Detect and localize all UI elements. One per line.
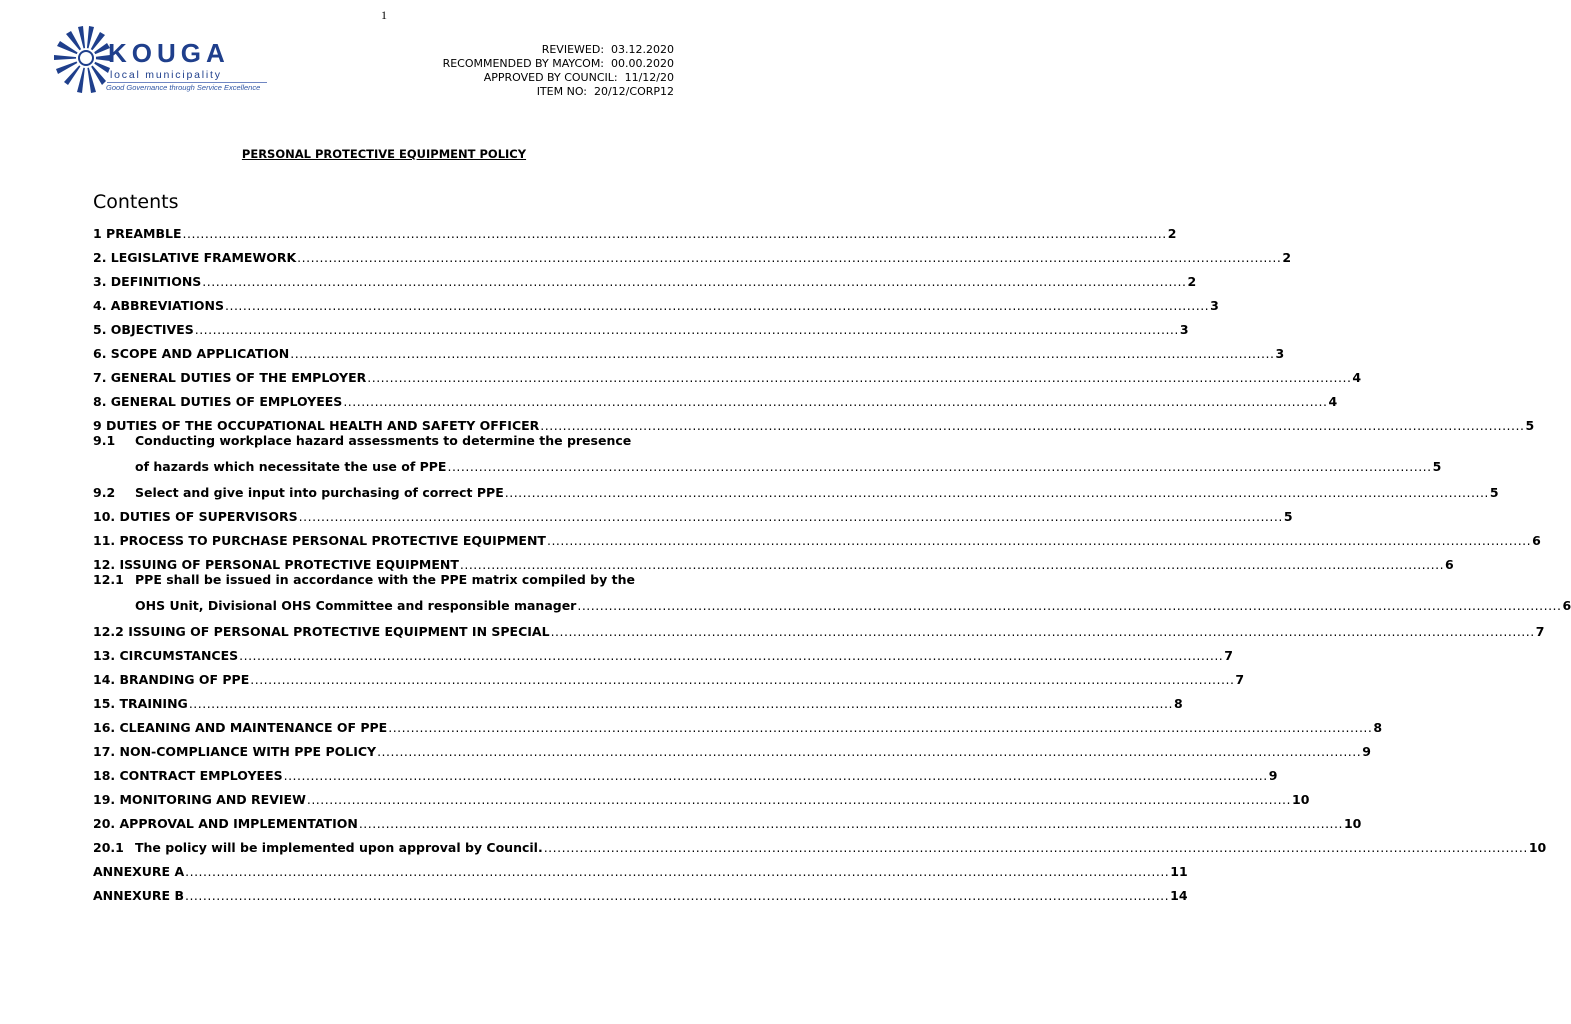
- toc-entry-title: 13. CIRCUMSTANCES: [93, 648, 239, 663]
- toc-entry-title: 2. LEGISLATIVE FRAMEWORK: [93, 250, 297, 265]
- reviewed-date: REVIEWED: 03.12.2020: [541, 43, 674, 56]
- toc-entry-title: 11. PROCESS TO PURCHASE PERSONAL PROTECTIVE EQUIPMENT: [93, 533, 546, 548]
- toc-entry-title: 6. SCOPE AND APPLICATION: [93, 346, 290, 361]
- toc-entry[interactable]: [93, 735, 1371, 759]
- toc-entry[interactable]: [93, 711, 1383, 735]
- toc-entry[interactable]: [93, 855, 1188, 879]
- toc-entry-page: 6: [1445, 557, 1454, 572]
- toc-entry-title: ANNEXURE B: [93, 888, 184, 903]
- sunburst-icon: [52, 18, 112, 98]
- toc-entry-page: 6: [1562, 598, 1571, 613]
- toc-entry-title-continued: OHS Unit, Divisional OHS Committee and responsible manager: [135, 598, 577, 613]
- toc-entry-title: 16. CLEANING AND MAINTENANCE OF PPE: [93, 720, 388, 735]
- toc-entry-page: 8: [1173, 696, 1183, 711]
- toc-entry-title: ANNEXURE A: [93, 864, 185, 879]
- toc-leader-dots: ............................................................................................................................................................................................................................: [297, 250, 1282, 265]
- toc-leader-dots: ............................................................................................................................................................................................................................: [546, 533, 1532, 548]
- toc-entry-title: 20. APPROVAL AND IMPLEMENTATION: [93, 816, 358, 831]
- toc-leader-dots: ............................................................................................................................................................................................................................: [250, 672, 1235, 687]
- toc-entry-title: 17. NON-COMPLIANCE WITH PPE POLICY: [93, 744, 377, 759]
- toc-entry-page: 8: [1373, 720, 1383, 735]
- toc-leader-dots: ............................................................................................................................................................................................................................: [447, 459, 1432, 474]
- toc-entry-page: 3: [1210, 298, 1219, 313]
- toc-entry-page: 2: [1282, 250, 1292, 265]
- document-title: PERSONAL PROTECTIVE EQUIPMENT POLICY: [241, 147, 527, 161]
- toc-leader-dots: ............................................................................................................................................................................................................................: [358, 816, 1343, 831]
- toc-entry-page: 5: [1283, 509, 1293, 524]
- toc-entry-page: 6: [1532, 533, 1541, 548]
- toc-entry-title: Conducting workplace hazard assessments to determine the presence: [135, 433, 632, 448]
- toc-entry-page: 5: [1489, 485, 1499, 500]
- toc-leader-dots: ............................................................................................................................................................................................................................: [550, 624, 1535, 639]
- toc-entry-page: 14: [1170, 888, 1188, 903]
- toc-leader-dots: ............................................................................................................................................................................................................................: [185, 864, 1170, 879]
- toc-entry-page: 3: [1275, 346, 1285, 361]
- approved-date: APPROVED BY COUNCIL: 11/12/20: [483, 71, 674, 84]
- toc-entry[interactable]: [93, 687, 1183, 711]
- toc-leader-dots: ............................................................................................................................................................................................................................: [202, 274, 1187, 289]
- item-number: ITEM NO: 20/12/CORP12: [536, 85, 674, 98]
- toc-entry-title: 7. GENERAL DUTIES OF THE EMPLOYER: [93, 370, 367, 385]
- toc-entry[interactable]: [93, 615, 1545, 639]
- logo-subtitle: local municipality: [110, 69, 222, 81]
- toc-entry-page: 9: [1268, 768, 1278, 783]
- toc-entry[interactable]: [93, 433, 1442, 476]
- logo-name: KOUGA: [108, 38, 230, 68]
- contents-heading: Contents: [93, 191, 179, 213]
- toc-leader-dots: ............................................................................................................................................................................................................................: [290, 346, 1275, 361]
- toc-entry-title: 14. BRANDING OF PPE: [93, 672, 250, 687]
- toc-entry-page: 10: [1343, 816, 1362, 831]
- toc-entry-page: 4: [1328, 394, 1338, 409]
- toc-entry[interactable]: [93, 476, 1499, 500]
- toc-entry-title: 12.2 ISSUING OF PERSONAL PROTECTIVE EQUIPMENT IN SPECIAL: [93, 624, 550, 639]
- toc-leader-dots: ............................................................................................................................................................................................................................: [543, 840, 1528, 855]
- toc-entry[interactable]: [93, 548, 1454, 572]
- toc-entry[interactable]: [93, 524, 1541, 548]
- toc-entry-page: 10: [1528, 840, 1547, 855]
- toc-entry-page: 11: [1170, 864, 1188, 879]
- recommended-date: RECOMMENDED BY MAYCOM: 00.00.2020: [442, 57, 674, 70]
- toc-leader-dots: ............................................................................................................................................................................................................................: [306, 792, 1292, 807]
- toc-leader-dots: ............................................................................................................................................................................................................................: [182, 226, 1167, 241]
- toc-entry-page: 7: [1224, 648, 1233, 663]
- toc-entry-number: 12.1: [93, 572, 124, 587]
- toc-leader-dots: ............................................................................................................................................................................................................................: [367, 370, 1352, 385]
- toc-entry-title: Select and give input into purchasing of correct PPE: [135, 485, 504, 500]
- toc-entry-title: 1 PREAMBLE: [93, 226, 182, 241]
- toc-entry-page: 7: [1535, 624, 1545, 639]
- toc-leader-dots: ............................................................................................................................................................................................................................: [377, 744, 1362, 759]
- document-meta: [443, 43, 674, 99]
- toc-leader-dots: ............................................................................................................................................................................................................................: [343, 394, 1328, 409]
- toc-leader-dots: ............................................................................................................................................................................................................................: [283, 768, 1268, 783]
- toc-entry-number: 9.1: [93, 433, 116, 448]
- toc-entry[interactable]: [93, 241, 1292, 265]
- toc-entry[interactable]: [93, 639, 1233, 663]
- logo-tagline: Good Governance through Service Excellence: [106, 83, 261, 92]
- toc-entry-title: 8. GENERAL DUTIES OF EMPLOYEES: [93, 394, 343, 409]
- toc-entry-title: PPE shall be issued in accordance with the PPE matrix compiled by the: [135, 572, 635, 587]
- toc-leader-dots: ............................................................................................................................................................................................................................: [225, 298, 1210, 313]
- toc-leader-dots: ............................................................................................................................................................................................................................: [540, 418, 1525, 433]
- toc-entry-number: 9.2: [93, 485, 116, 500]
- toc-leader-dots: ............................................................................................................................................................................................................................: [298, 509, 1283, 524]
- toc-entry-title: 15. TRAINING: [93, 696, 188, 711]
- toc-entry-title: 3. DEFINITIONS: [93, 274, 202, 289]
- toc-entry-title: The policy will be implemented upon approval by Council.: [135, 840, 543, 855]
- toc-entry[interactable]: [93, 385, 1338, 409]
- toc-entry-page: 7: [1235, 672, 1245, 687]
- toc-leader-dots: ............................................................................................................................................................................................................................: [188, 696, 1173, 711]
- toc-entry-title: 18. CONTRACT EMPLOYEES: [93, 768, 283, 783]
- toc-leader-dots: ............................................................................................................................................................................................................................: [388, 720, 1373, 735]
- toc-entry-title: 19. MONITORING AND REVIEW: [93, 792, 306, 807]
- toc-entry-page: 3: [1179, 322, 1189, 337]
- toc-entry-page: 5: [1525, 418, 1535, 433]
- toc-entry-number: 20.1: [93, 840, 124, 855]
- toc-leader-dots: ............................................................................................................................................................................................................................: [459, 557, 1445, 572]
- toc-entry-title: 5. OBJECTIVES: [93, 322, 194, 337]
- toc-entry[interactable]: [93, 759, 1278, 783]
- toc-entry[interactable]: [93, 783, 1310, 807]
- toc-leader-dots: ............................................................................................................................................................................................................................: [577, 598, 1562, 613]
- toc-leader-dots: ............................................................................................................................................................................................................................: [184, 888, 1170, 903]
- toc-entry[interactable]: [93, 879, 1188, 903]
- toc-entry-title: 12. ISSUING OF PERSONAL PROTECTIVE EQUIPMENT: [93, 557, 459, 572]
- toc-entry-page: 2: [1167, 226, 1177, 241]
- toc-entry[interactable]: [93, 313, 1189, 337]
- toc-entry-page: 10: [1292, 792, 1310, 807]
- toc-leader-dots: ............................................................................................................................................................................................................................: [239, 648, 1224, 663]
- page-number: 1: [381, 8, 387, 22]
- toc-entry-page: 5: [1432, 459, 1442, 474]
- toc-entry[interactable]: [93, 361, 1362, 385]
- toc-entry[interactable]: [93, 500, 1293, 524]
- toc-entry-title: 10. DUTIES OF SUPERVISORS: [93, 509, 298, 524]
- toc-entry[interactable]: [93, 831, 1547, 855]
- toc-entry[interactable]: [93, 337, 1285, 361]
- toc-entry[interactable]: [93, 409, 1535, 433]
- kouga-logo: [52, 18, 282, 98]
- toc-leader-dots: ............................................................................................................................................................................................................................: [194, 322, 1179, 337]
- toc-entry[interactable]: [93, 217, 1177, 241]
- table-of-contents: [93, 217, 1571, 903]
- toc-entry[interactable]: [93, 663, 1245, 687]
- toc-entry-page: 2: [1187, 274, 1197, 289]
- toc-entry-page: 9: [1362, 744, 1371, 759]
- toc-entry[interactable]: [93, 572, 1571, 615]
- toc-entry-title-continued: of hazards which necessitate the use of PPE: [135, 459, 447, 474]
- toc-entry[interactable]: [93, 807, 1362, 831]
- toc-entry-title: 9 DUTIES OF THE OCCUPATIONAL HEALTH AND SAFETY OFFICER: [93, 418, 540, 433]
- toc-entry-title: 4. ABBREVIATIONS: [93, 298, 224, 313]
- toc-leader-dots: ............................................................................................................................................................................................................................: [504, 485, 1489, 500]
- toc-entry[interactable]: [93, 289, 1219, 313]
- toc-entry[interactable]: [93, 265, 1197, 289]
- toc-entry-page: 4: [1352, 370, 1362, 385]
